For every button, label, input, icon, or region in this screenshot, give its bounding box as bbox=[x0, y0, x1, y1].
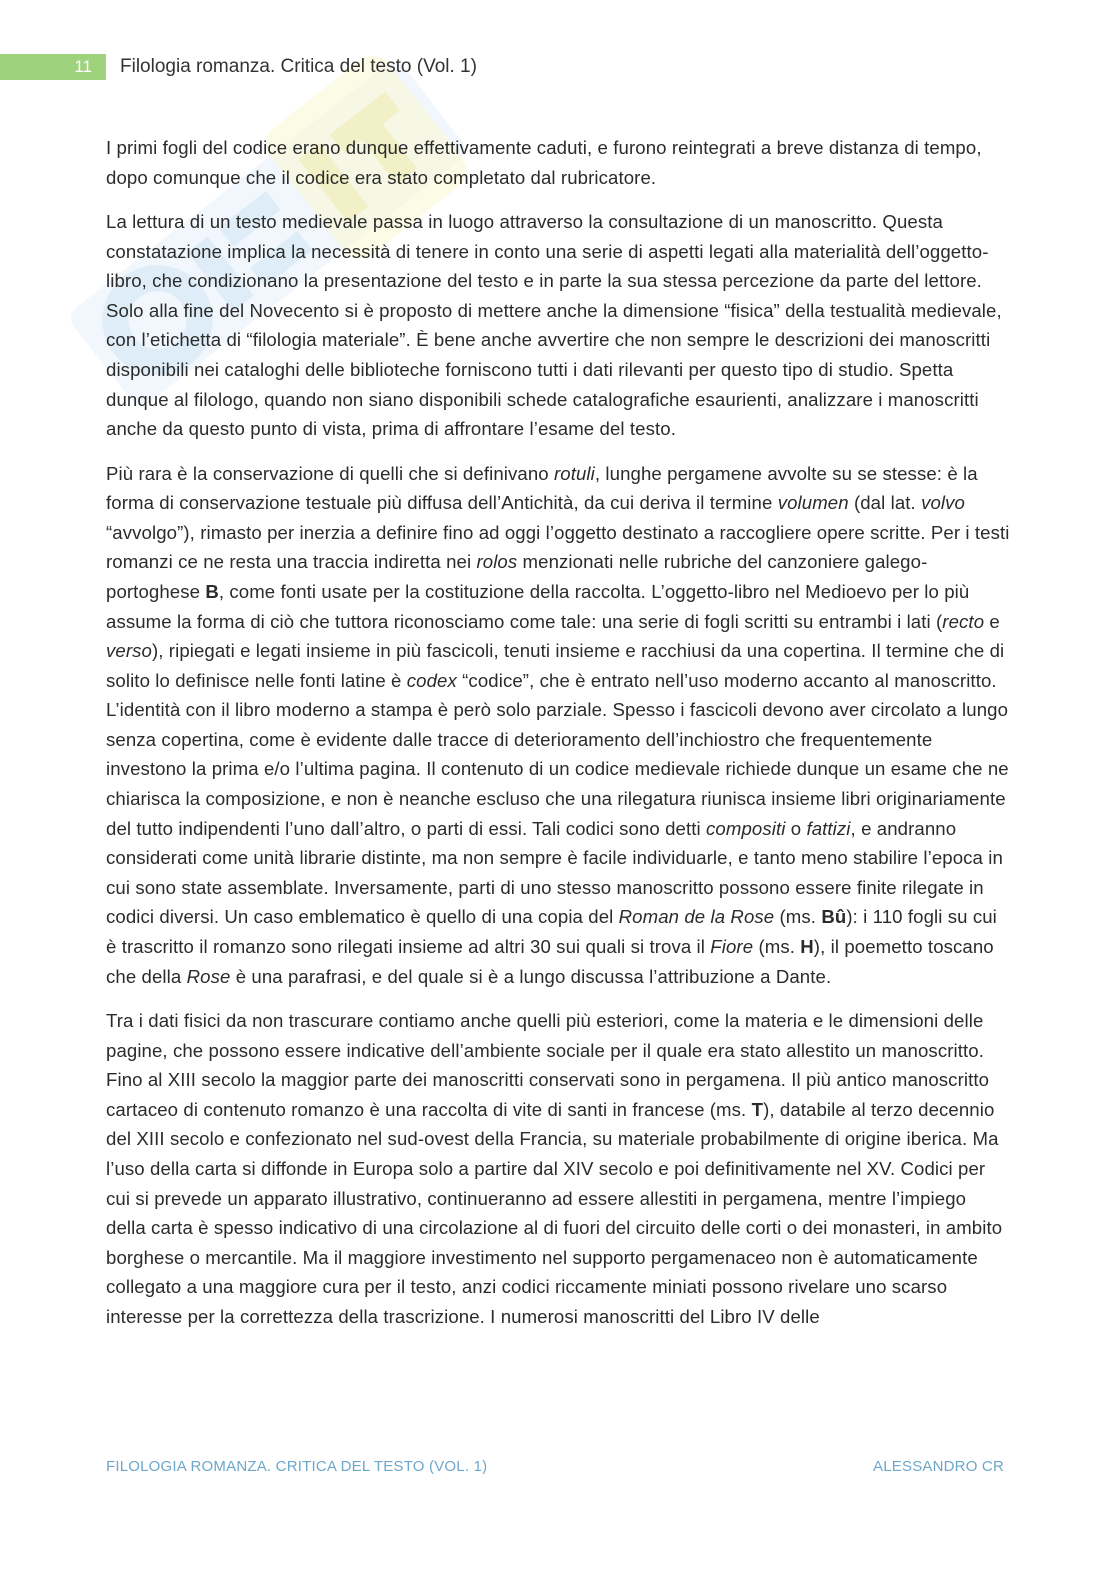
footer-author: ALESSANDRO CR bbox=[873, 1458, 1004, 1475]
paragraph-4: L’identità con il libro moderno a stampa è però solo parziale. Spesso i fascicoli devono aver circolato a lungo senza copertina, come è evidente dalle tracce di deterioramento dell’inchiostro che frequentemente investono la prima e/o l’ultima pagina. Il contenuto di un codice medievale richiede dunque un esame che ne chiarisca la composizione, e non è neanche escluso che una rilegatura riunisca insieme libri originariamente del tutto indipendenti l’uno dall’altro, o parti di essi. Tali codici sono detti compositi o fattizi, e andranno considerati come unità librarie distinte, ma non sempre è facile individuarle, e tanto meno stabilire l’epoca in cui sono state assemblate. Inversamente, parti di uno stesso manoscritto possono essere finite rilegate in codici diversi. Un caso emblematico è quello di una copia del Roman de la Rose (ms. Bû): i 110 fogli su cui è trascritto il romanzo sono rilegati insieme ad altri 30 sui quali si trova il Fiore (ms. H), il poemetto toscano che della Rose è una parafrasi, e del quale si è a lungo discussa l’attribuzione a Dante. bbox=[106, 699, 1009, 987]
page-header bbox=[0, 54, 700, 80]
running-title: Filologia romanza. Critica del testo (Vol. 1) bbox=[120, 56, 477, 77]
paragraph-3: Più rara è la conservazione di quelli che si definivano rotuli, lunghe pergamene avvolte su se stesse: è la forma di conservazione testuale più diffusa dell’Antichità, da cui deriva il termine volumen (dal lat. volvo “avvolgo”), rimasto per inerzia a definire fino ad oggi l’oggetto destinato a raccogliere opere scritte. Per i testi romanzi ce ne resta una traccia indiretta nei rolos menzionati nelle rubriche del canzoniere galego-portoghese B, come fonti usate per la costituzione della raccolta. L’oggetto-libro nel Medioevo per lo più assume la forma di ciò che tuttora riconosciamo come tale: una serie di fogli scritti su entrambi i lati (recto e verso), ripiegati e legati insieme in più fascicoli, tenuti insieme e racchiusi da una copertina. Il termine che di solito lo definisce nelle fonti latine è codex “codice”, che è entrato nell’uso moderno accanto al manoscritto. bbox=[106, 462, 1010, 691]
paragraph-2: La lettura di un testo medievale passa in luogo attraverso la consultazione di un manoscritto. Questa constatazione implica la necessità di tenere in conto una serie di aspetti legati alla materialità dell’oggetto-libro, che condizionano la presentazione del testo e in parte la sua stessa percezione da parte del lettore. Solo alla fine del Novecento si è proposto di mettere anche la dimensione “fisica” della testualità medievale, con l’etichetta di “filologia materiale”. È bene anche avvertire che non sempre le descrizioni dei manoscritti disponibili nei cataloghi delle biblioteche forniscono tutti i dati rilevanti per questo tipo di studio. Spetta dunque al filologo, quando non siano disponibili schede catalografiche esaurienti, analizzare i manoscritti anche da questo punto di vista, prima di affrontare l’esame del testo. bbox=[106, 210, 1002, 440]
paragraph-1: I primi fogli del codice erano dunque effettivamente caduti, e furono reintegrati a breve distanza di tempo, dopo comunque che il codice era stato completato dal rubricatore. bbox=[106, 137, 982, 188]
page-number: 11 bbox=[0, 54, 106, 80]
body-text bbox=[106, 133, 1010, 1346]
paragraph-5: Tra i dati fisici da non trascurare contiamo anche quelli più esteriori, come la materia e le dimensioni delle pagine, che possono essere indicative dell’ambiente sociale per il quale era stato allestito un manoscritto. Fino al XIII secolo la maggior parte dei manoscritti conservati sono in pergamena. Il più antico manoscritto cartaceo di contenuto romanzo è una raccolta di vite di santi in francese (ms. T), databile al terzo decennio del XIII secolo e confezionato nel sud-ovest della Francia, su materiale probabilmente di origine iberica. Ma l’uso della carta si diffonde in Europa solo a partire dal XIV secolo e poi definitivamente nel XV. Codici per cui si prevede un apparato illustrativo, continueranno ad essere allestiti in pergamena, mentre l’impiego della carta è spesso indicativo di una circolazione al di fuori del circuito delle corti o dei monasteri, in ambito borghese o mercantile. Ma il maggiore investimento nel supporto pergamenaceo non è automaticamente collegato a una maggiore cura per il testo, anzi codici riccamente miniati possono rivelare uno scarso interesse per la correttezza della trascrizione. I numerosi manoscritti del Libro IV delle bbox=[106, 1010, 1003, 1327]
footer-book-title: FILOLOGIA ROMANZA. CRITICA DEL TESTO (VOL. 1) bbox=[106, 1458, 488, 1475]
